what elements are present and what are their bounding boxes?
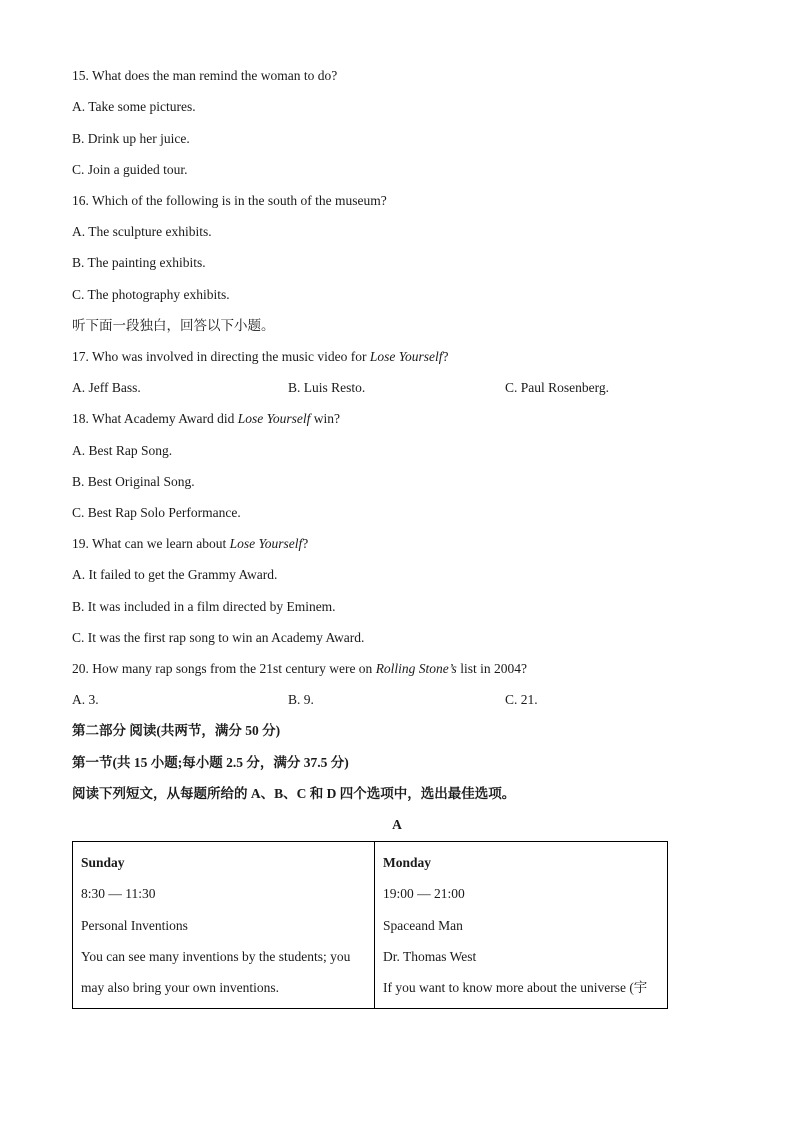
question-19-stem-end: ?: [302, 536, 309, 551]
schedule-description-line: may also bring your own inventions.: [81, 980, 279, 996]
part-two-title: 第二部分 阅读(共两节，满分 50 分): [72, 723, 281, 738]
passage-label: A: [392, 817, 402, 832]
schedule-description-line: If you want to know more about the universe (宇: [383, 980, 648, 996]
question-19-stem: [72, 536, 308, 552]
schedule-day: Sunday: [81, 855, 125, 870]
question-20-stem: [72, 661, 527, 677]
question-19-option-b: B. It was included in a film directed by Eminem.: [72, 599, 336, 614]
question-20-stem-text: 20. How many rap songs from the 21st century were on: [72, 661, 376, 676]
question-16-option-c: C. The photography exhibits.: [72, 287, 230, 302]
question-17-stem: [72, 349, 448, 365]
question-16-stem: 16. Which of the following is in the south of the museum?: [72, 193, 387, 208]
section-one-title: 第一节(共 15 小题;每小题 2.5 分，满分 37.5 分): [72, 755, 349, 770]
question-18-stem-end: win?: [310, 411, 341, 426]
question-17-stem-text: 17. Who was involved in directing the music video for: [72, 349, 370, 364]
monologue-instruction: 听下面一段独白，回答以下小题。: [72, 318, 275, 333]
song-title: Lose Yourself: [237, 411, 311, 426]
question-20-option-b: B. 9.: [288, 692, 314, 707]
schedule-cell-sunday: [73, 842, 375, 1009]
question-18-option-b: B. Best Original Song.: [72, 474, 195, 489]
question-18-stem: [72, 411, 340, 427]
schedule-cell-monday: [375, 842, 668, 1009]
question-18-option-a: A. Best Rap Song.: [72, 443, 173, 458]
song-title: Lose Yourself: [369, 349, 443, 364]
schedule-day: Monday: [383, 855, 432, 870]
question-18-option-c: C. Best Rap Solo Performance.: [72, 505, 241, 520]
question-19-option-c: C. It was the first rap song to win an Academy Award.: [72, 630, 365, 645]
question-15-stem: 15. What does the man remind the woman to do?: [72, 68, 338, 83]
question-17-stem-end: ?: [442, 349, 449, 364]
question-17-option-a: A. Jeff Bass.: [72, 380, 141, 395]
question-15-option-b: B. Drink up her juice.: [72, 131, 190, 146]
question-16-option-a: A. The sculpture exhibits.: [72, 224, 212, 239]
question-20-option-a: A. 3.: [72, 692, 99, 707]
question-18-stem-text: 18. What Academy Award did: [72, 411, 238, 426]
question-20-stem-end: list in 2004?: [456, 661, 527, 676]
schedule-description-line: You can see many inventions by the students; you: [81, 948, 351, 964]
reading-instruction: 阅读下列短文，从每题所给的 A、B、C 和 D 四个选项中，选出最佳选项。: [72, 786, 516, 801]
question-17-option-c: C. Paul Rosenberg.: [505, 380, 609, 395]
schedule-time: 8:30 — 11:30: [81, 886, 156, 902]
song-title: Lose Yourself: [229, 536, 303, 551]
question-15-option-a: A. Take some pictures.: [72, 99, 196, 114]
schedule-event-title: Personal Inventions: [81, 917, 188, 933]
question-20-option-c: C. 21.: [505, 692, 538, 707]
schedule-table: [72, 841, 668, 1009]
schedule-event-title: Spaceand Man: [383, 917, 463, 933]
question-19-option-a: A. It failed to get the Grammy Award.: [72, 567, 278, 582]
schedule-speaker: Dr. Thomas West: [383, 948, 477, 964]
magazine-title: Rolling Stone’s: [375, 661, 457, 676]
question-19-stem-text: 19. What can we learn about: [72, 536, 230, 551]
question-15-option-c: C. Join a guided tour.: [72, 162, 188, 177]
question-16-option-b: B. The painting exhibits.: [72, 255, 206, 270]
schedule-time: 19:00 — 21:00: [383, 886, 465, 902]
question-17-option-b: B. Luis Resto.: [288, 380, 366, 395]
